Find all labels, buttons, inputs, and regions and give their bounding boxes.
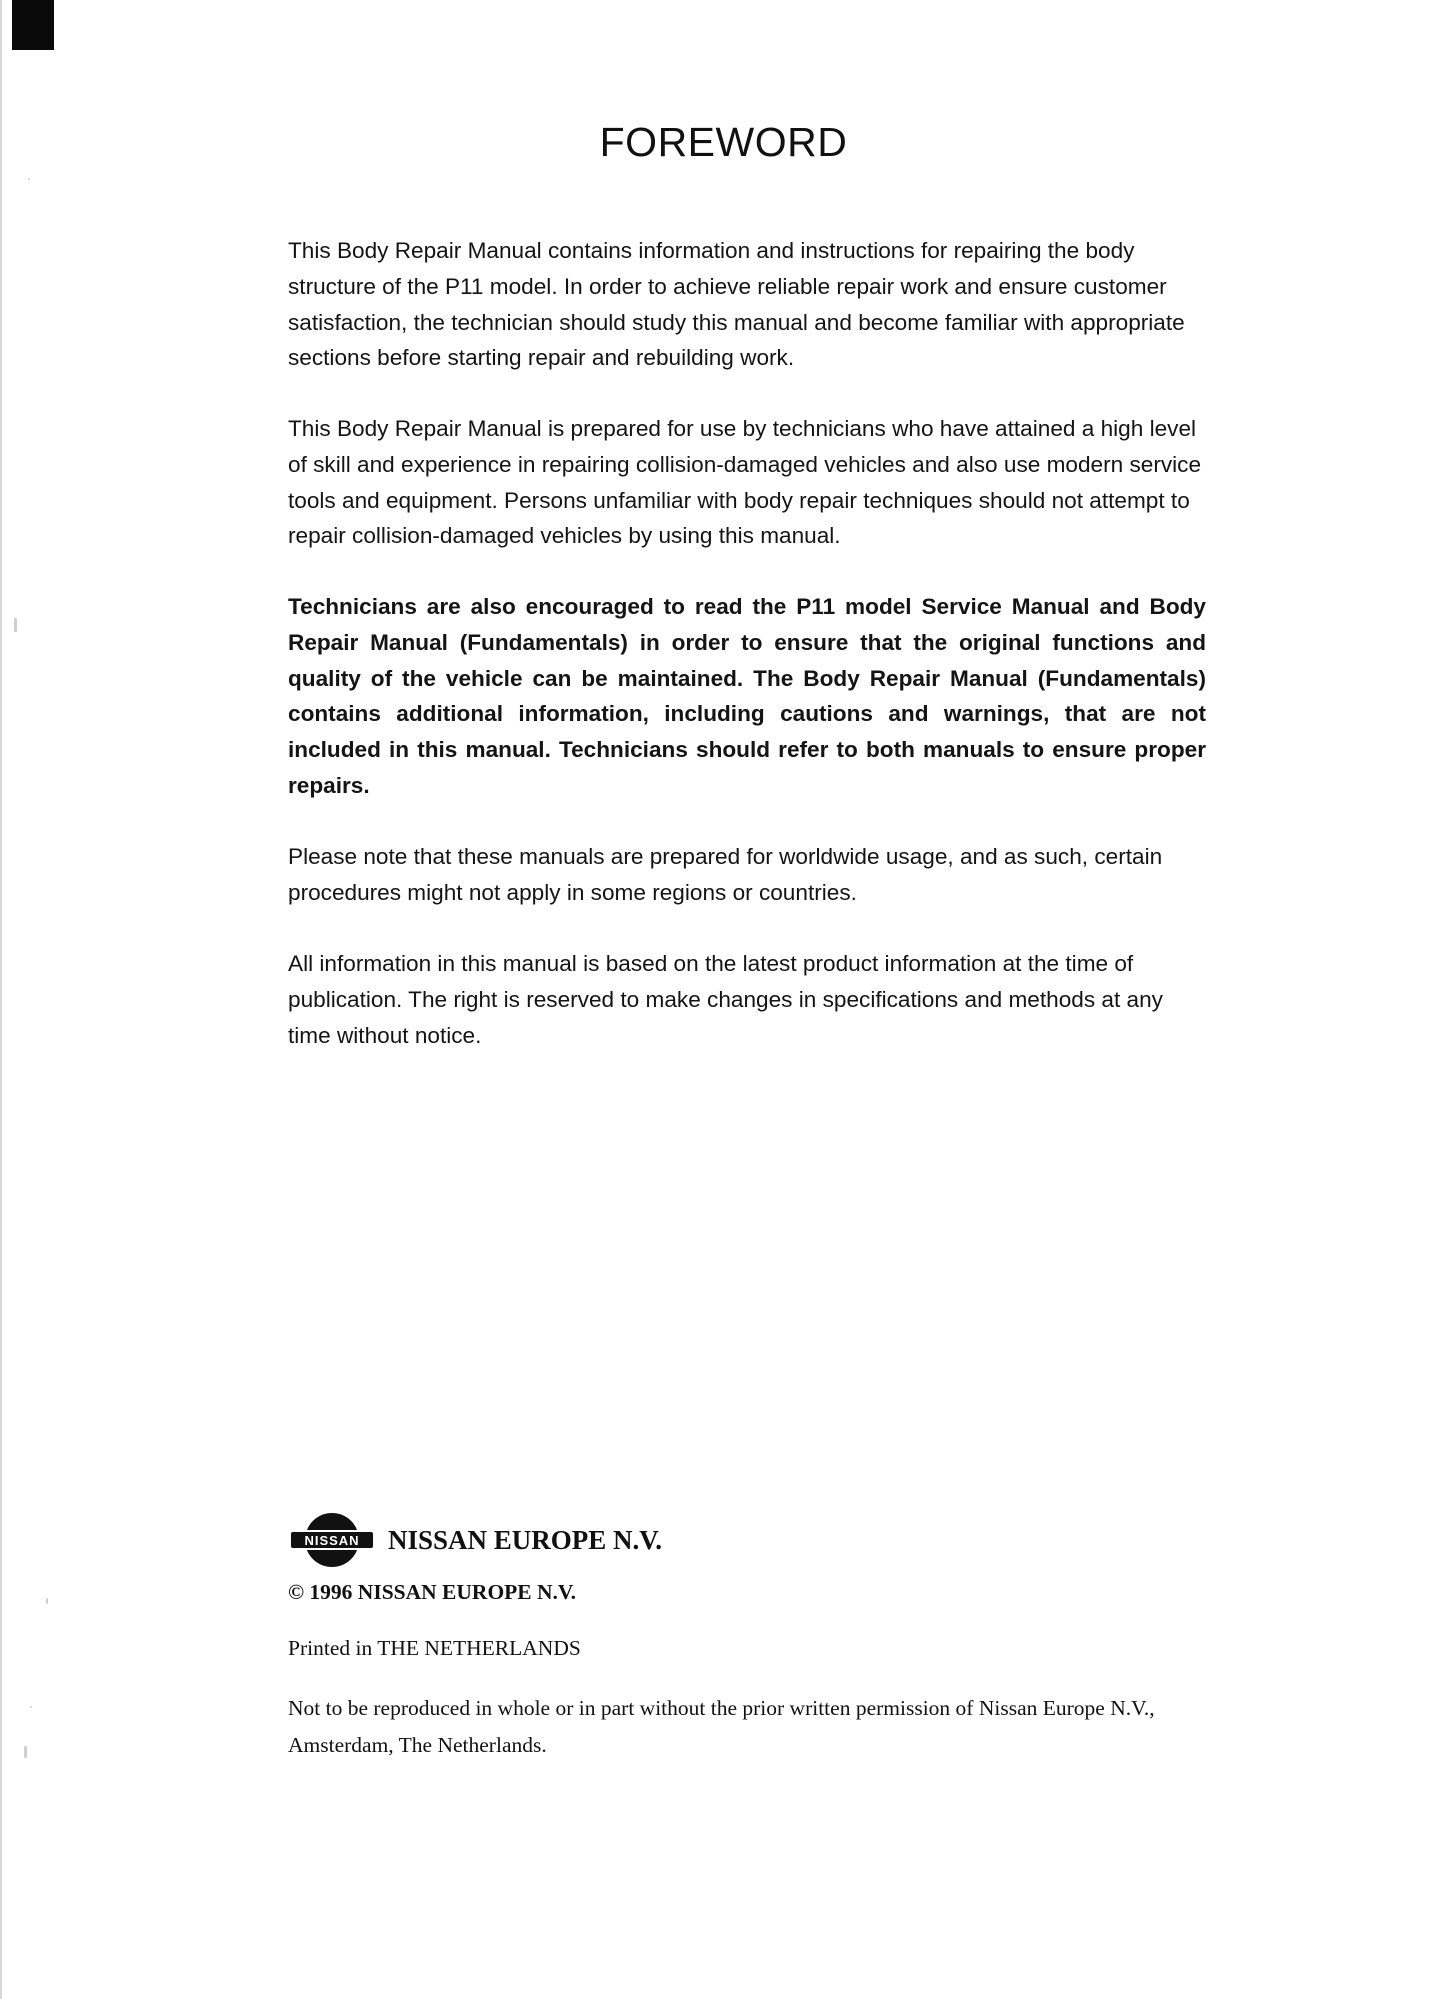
page-left-edge (0, 0, 2, 1999)
scan-speck (30, 1706, 32, 1708)
scan-speck (28, 178, 30, 180)
foreword-paragraph-2: This Body Repair Manual is prepared for use by technicians who have attained a high level of skill and experience in repairing collision-damaged vehicles and also use modern service tools and equipment. Persons unfamiliar with body repair techniques should not attempt to repair collision-damaged vehicles by using this manual. (288, 416, 1202, 549)
scan-speck (24, 1746, 27, 1758)
scan-corner-mark (12, 0, 54, 50)
printed-in-line: Printed in THE NETHERLANDS (288, 1636, 581, 1660)
foreword-paragraph-4: Please note that these manuals are prepared for worldwide usage, and as such, certain procedures might not apply in some regions or countries. (288, 844, 1163, 905)
company-block (288, 1515, 662, 1565)
reproduction-notice: Not to be reproduced in whole or in part without the prior written permission of Nissan Europe N.V., Amsterdam, The Netherlands. (288, 1696, 1155, 1757)
nissan-logo-icon (288, 1510, 376, 1570)
foreword-paragraph-5: All information in this manual is based on the latest product information at the time of publication. The right is reserved to make changes in specifications and methods at any time without notice. (288, 951, 1163, 1048)
copyright-line: © 1996 NISSAN EUROPE N.V. (288, 1580, 577, 1604)
company-name: NISSAN EUROPE N.V. (388, 1524, 663, 1555)
foreword-paragraph-1: This Body Repair Manual contains information and instructions for repairing the body structure of the P11 model. In order to achieve reliable repair work and ensure customer satisfaction, the technician should study this manual and become familiar with appropriate sections before starting repair and rebuilding work. (288, 238, 1185, 371)
logo-text: NISSAN (304, 1533, 360, 1548)
page-title: FOREWORD (599, 119, 848, 166)
scan-speck (14, 618, 17, 632)
foreword-paragraph-3-emphasis: Technicians are also encouraged to read the P11 model Service Manual and Body Repair Manual (Fundamentals) in order to ensure that the original functions and quality of the vehicle can be maintained. The Body Repair Manual (Fundamentals) contains additional information, including cautions and warnings, that are not included in this manual. Technicians should refer to both manuals to ensure proper repairs. (288, 594, 1206, 798)
scan-speck (46, 1598, 48, 1604)
